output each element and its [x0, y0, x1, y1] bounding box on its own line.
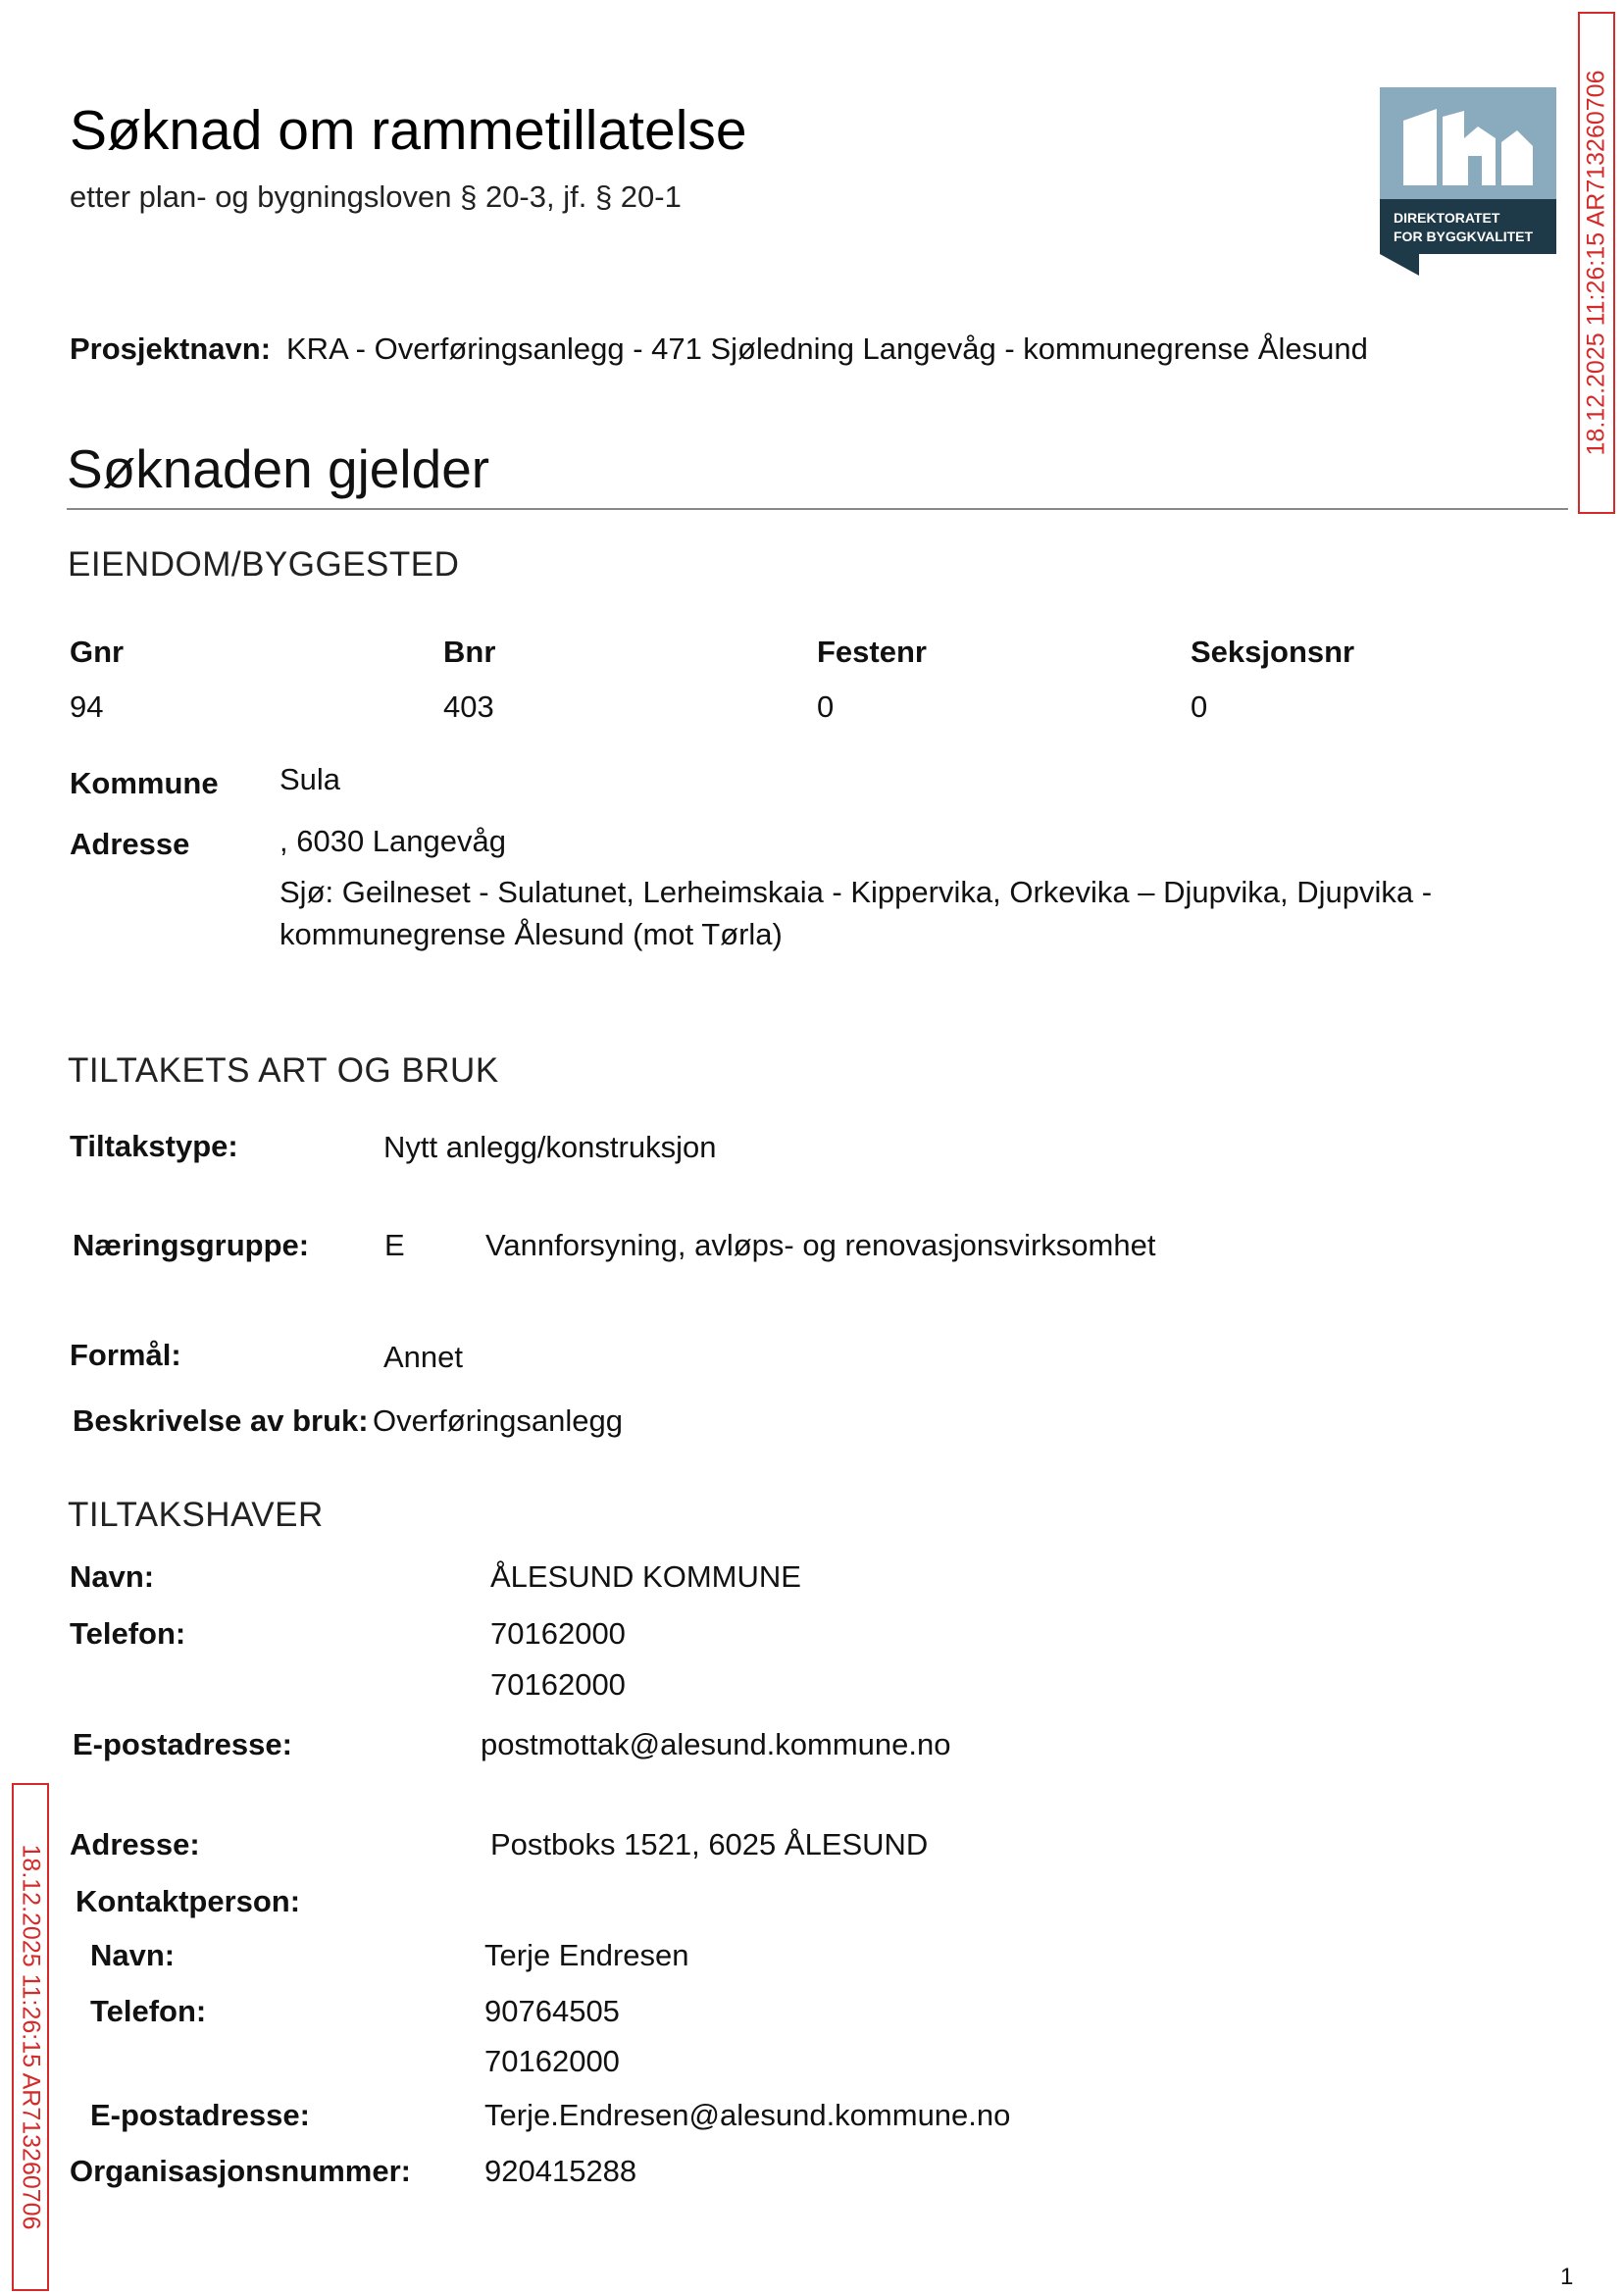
project-label: Prosjektnavn:	[70, 331, 272, 366]
orgnr-label: Organisasjonsnummer:	[70, 2154, 411, 2188]
kp-epost-value: Terje.Endresen@alesund.kommune.no	[484, 2098, 1011, 2132]
navn-value: ÅLESUND KOMMUNE	[490, 1559, 801, 1594]
received-stamp-left	[12, 1783, 49, 2291]
project-name: KRA - Overføringsanlegg - 471 Sjøledning Langevåg - kommunegrense Ålesund	[286, 331, 1368, 366]
naeringsgruppe-label: Næringsgruppe:	[73, 1228, 310, 1262]
section-divider	[67, 508, 1568, 510]
kp-navn-label: Navn:	[90, 1938, 176, 1972]
logo-text-line2: FOR BYGGKVALITET	[1394, 229, 1534, 244]
festenr-header: Festenr	[817, 635, 927, 669]
seksjonsnr-value: 0	[1191, 689, 1208, 724]
epost-value: postmottak@alesund.kommune.no	[481, 1727, 951, 1761]
property-heading: EIENDOM/BYGGESTED	[68, 545, 460, 584]
formal-value: Annet	[383, 1340, 464, 1374]
kontaktperson-label: Kontaktperson:	[76, 1884, 301, 1918]
adresse-label: Adresse	[70, 827, 190, 861]
epost-label: E-postadresse:	[73, 1727, 292, 1761]
tiltakstype-value: Nytt anlegg/konstruksjon	[383, 1130, 717, 1164]
page-number: 1	[1560, 2264, 1574, 2290]
gnr-value: 94	[70, 689, 104, 724]
kp-telefon-label: Telefon:	[90, 1994, 207, 2028]
beskrivelse-label: Beskrivelse av bruk:	[73, 1403, 369, 1438]
kommune-value: Sula	[279, 762, 341, 796]
gnr-header: Gnr	[70, 635, 125, 669]
tiltakshaver-adresse-label: Adresse:	[70, 1827, 200, 1861]
adresse-line3: kommunegrense Ålesund (mot Tørla)	[279, 917, 783, 951]
beskrivelse-value: Overføringsanlegg	[373, 1403, 624, 1438]
tiltak-heading: TILTAKETS ART OG BRUK	[68, 1051, 499, 1090]
seksjonsnr-header: Seksjonsnr	[1191, 635, 1355, 669]
naeringsgruppe-value: Vannforsyning, avløps- og renovasjonsvirksomhet	[485, 1228, 1156, 1262]
orgnr-value: 920415288	[484, 2154, 637, 2188]
kp-navn-value: Terje Endresen	[484, 1938, 689, 1972]
stamp-text: 18.12.2025 11:26:15 AR713260706	[1582, 70, 1610, 456]
received-stamp-right	[1578, 12, 1615, 514]
document-title: Søknad om rammetillatelse	[70, 99, 747, 162]
bnr-header: Bnr	[443, 635, 496, 669]
adresse-line1: , 6030 Langevåg	[279, 824, 506, 858]
section-title: Søknaden gjelder	[67, 438, 490, 499]
kp-telefon-value-1: 90764505	[484, 1994, 620, 2028]
dibk-logo	[1380, 87, 1556, 276]
bnr-value: 403	[443, 689, 494, 724]
document-subtitle: etter plan- og bygningsloven § 20-3, jf. § 20-1	[70, 179, 682, 214]
logo-text-line1: DIREKTORATET	[1394, 210, 1500, 226]
kp-epost-label: E-postadresse:	[90, 2098, 310, 2132]
stamp-text: 18.12.2025 11:26:15 AR713260706	[17, 1844, 45, 2230]
naeringsgruppe-code: E	[384, 1228, 405, 1262]
kp-telefon-value-2: 70162000	[484, 2044, 620, 2078]
telefon-value-1: 70162000	[490, 1616, 626, 1651]
navn-label: Navn:	[70, 1559, 155, 1594]
adresse-line2: Sjø: Geilneset - Sulatunet, Lerheimskaia - Kippervika, Orkevika – Djupvika, Djupvika -	[279, 875, 1433, 909]
tiltakshaver-heading: TILTAKSHAVER	[68, 1496, 324, 1534]
telefon-value-2: 70162000	[490, 1667, 626, 1702]
tiltakstype-label: Tiltakstype:	[70, 1129, 238, 1163]
telefon-label: Telefon:	[70, 1616, 186, 1651]
dibk-logo-icon	[1380, 87, 1556, 276]
festenr-value: 0	[817, 689, 835, 724]
kommune-label: Kommune	[70, 766, 219, 800]
formal-label: Formål:	[70, 1338, 181, 1372]
tiltakshaver-adresse-value: Postboks 1521, 6025 ÅLESUND	[490, 1827, 929, 1861]
